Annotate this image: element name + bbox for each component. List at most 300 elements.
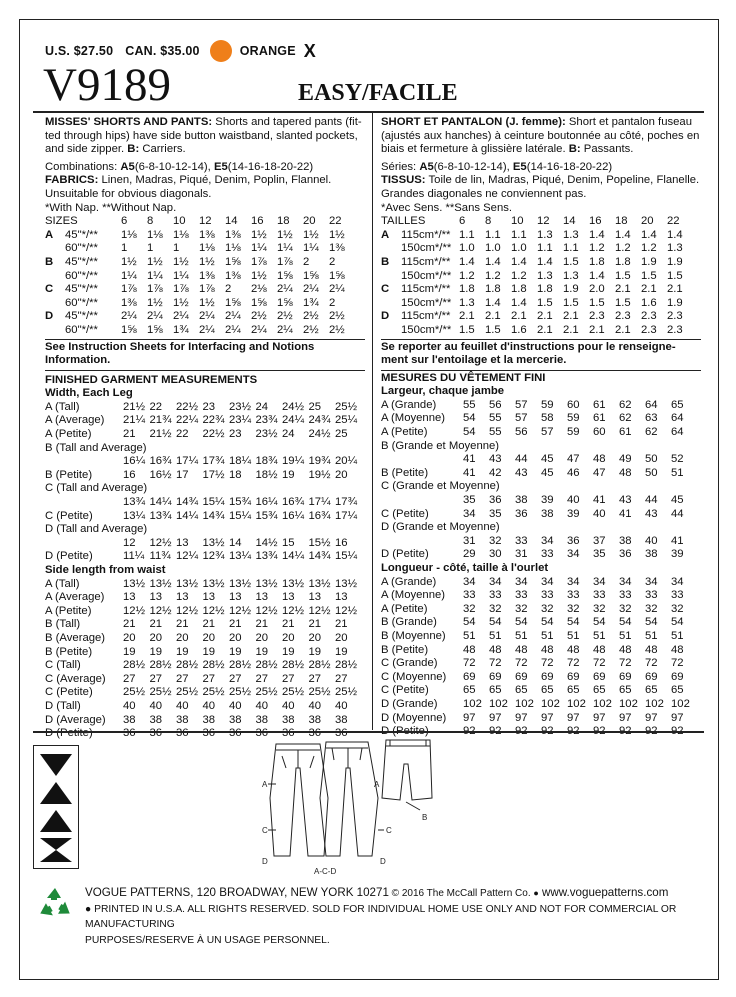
yardage-cell: 1.9	[563, 283, 579, 296]
measurement-cell: 16¾	[149, 455, 172, 468]
measurement-cell: 11¼	[123, 550, 145, 563]
measurement-cell: 102	[671, 697, 690, 710]
measurement-cell: 36	[619, 548, 632, 561]
measurement-label: A (Tall)	[45, 400, 80, 413]
measurement-cell: 54	[489, 616, 502, 629]
english-comb-e5-sizes: (14-16-18-20-22)	[227, 160, 314, 173]
measurement-cell: 14¼	[282, 550, 304, 563]
measurement-cell: 41	[593, 494, 606, 507]
measurement-cell: 48	[489, 643, 502, 656]
measurement-cell: 20	[308, 631, 322, 644]
measurement-cell: 48	[541, 643, 554, 656]
measurement-cell: 51	[567, 629, 580, 642]
yardage-cell: 1⅝	[277, 296, 293, 309]
size-header-cell: 12	[537, 215, 550, 228]
measurement-cell: 33	[489, 589, 502, 602]
measurement-cell: 38	[282, 713, 295, 726]
french-desc-l3c: Passants.	[580, 143, 634, 156]
measurement-cell: 43	[619, 494, 632, 507]
french-comb-e5-sizes: (14-16-18-20-22)	[526, 160, 613, 173]
measurement-cell: 21	[335, 618, 348, 631]
measurement-cell: 13½	[335, 577, 357, 590]
measurement-row	[45, 673, 362, 687]
measurement-cell: 55	[489, 412, 502, 425]
measurement-cell: 32	[489, 602, 502, 615]
measurement-label: B (Tall and Average)	[45, 441, 147, 454]
yardage-cell: 1⅝	[329, 269, 345, 282]
measurement-cell: 19	[335, 645, 348, 658]
measurement-cell: 13½	[176, 577, 198, 590]
measurement-cell: 97	[541, 711, 554, 724]
yardage-cell: 2	[329, 255, 336, 268]
measurement-cell: 38	[308, 713, 322, 726]
yardage-cell: 2¼	[199, 323, 215, 336]
measurement-cell: 50	[645, 466, 658, 479]
measurement-cell: 92	[593, 725, 606, 738]
measurement-cell: 102	[645, 697, 664, 710]
yardage-fabric-width: 150cm*/**	[401, 242, 452, 255]
measurement-label: D (Grande et Moyenne)	[381, 521, 500, 534]
yardage-cell: 1.5	[615, 269, 631, 282]
measurement-cell: 92	[463, 725, 476, 738]
yardage-cell: 1½	[173, 255, 189, 268]
shorts-drawing	[382, 740, 432, 800]
yardage-cell: 1	[147, 242, 154, 255]
yardage-cell: 1⅛	[147, 228, 163, 241]
english-desc-l3c: Carriers.	[139, 143, 186, 156]
measurement-cell: 15	[282, 536, 295, 549]
measurement-cell: 54	[515, 616, 528, 629]
measurement-cell: 19	[255, 645, 269, 658]
french-see-instructions	[381, 339, 701, 368]
triangle-up-icon	[40, 782, 72, 804]
french-see-instr-l1: Se reporter au feuillet d'instructions pour le renseigne-	[381, 340, 676, 353]
measurement-row	[45, 469, 362, 483]
yardage-row	[45, 242, 355, 256]
yardage-fabric-width: 115cm*/**	[401, 310, 451, 323]
english-description	[45, 116, 365, 157]
measurement-label: C (Moyenne)	[381, 670, 447, 683]
measurement-cell: 13	[308, 591, 322, 604]
measurement-cell: 102	[489, 697, 508, 710]
measurement-cell: 27	[202, 672, 216, 685]
drawing-label-c-right: C	[386, 826, 392, 835]
us-price: U.S. $27.50	[45, 44, 114, 58]
yardage-cell: 2¼	[173, 310, 189, 323]
measurement-label: A (Petite)	[381, 602, 428, 615]
measurement-cell: 36	[255, 727, 269, 740]
measurement-cell: 92	[671, 725, 684, 738]
measurement-cell: 13	[202, 591, 216, 604]
measurement-cell: 34	[567, 575, 580, 588]
measurement-cell: 13½	[149, 577, 172, 590]
yardage-cell: 1.6	[641, 296, 657, 309]
yardage-row	[45, 270, 355, 284]
measurement-cell: 32	[671, 602, 684, 615]
sizes-label: SIZES	[45, 215, 78, 228]
measurement-cell: 13½	[282, 577, 304, 590]
measurement-cell: 97	[567, 711, 580, 724]
measurement-cell: 28½	[229, 659, 251, 672]
measurement-row	[45, 523, 362, 537]
measurement-row	[381, 684, 697, 698]
measurement-cell: 51	[593, 629, 606, 642]
english-fabrics-l2: Unsuitable for obvious diagonals.	[45, 187, 212, 200]
measurement-label	[381, 494, 463, 508]
measurement-row	[381, 671, 697, 685]
yardage-view: B	[381, 255, 390, 268]
yardage-view: C	[381, 283, 390, 296]
measurement-cell: 65	[645, 684, 658, 697]
measurement-cell: 33	[515, 589, 528, 602]
measurement-cell: 57	[515, 412, 528, 425]
measurement-cell: 72	[593, 657, 606, 670]
measurement-cell: 12½	[123, 604, 145, 617]
measurement-cell: 64	[671, 426, 684, 439]
measurement-cell: 61	[593, 412, 606, 425]
yardage-cell: 1.4	[511, 255, 527, 268]
measurement-cell: 13	[176, 536, 189, 549]
measurement-cell: 33	[593, 589, 606, 602]
measurement-row	[45, 700, 362, 714]
measurement-row	[381, 712, 697, 726]
yardage-cell: 1.4	[537, 255, 553, 268]
measurement-cell: 21½	[123, 400, 145, 413]
layout-icons-box	[33, 745, 79, 869]
yardage-view: D	[45, 310, 54, 323]
measurement-cell: 40	[149, 699, 163, 712]
measurement-cell: 102	[593, 697, 612, 710]
measurement-cell: 38	[149, 713, 163, 726]
measurement-label: D (Petite)	[45, 550, 93, 563]
yardage-cell: 1⅞	[277, 255, 293, 268]
measurement-cell: 54	[463, 412, 476, 425]
yardage-cell: 1.8	[537, 283, 553, 296]
measurement-row	[45, 442, 362, 456]
measurement-cell: 41	[671, 534, 684, 547]
measurement-cell: 34	[463, 575, 476, 588]
measurement-cell: 27	[149, 672, 163, 685]
measurement-cell: 27	[335, 672, 348, 685]
measurement-cell: 23½	[255, 428, 278, 441]
measurement-cell: 21	[308, 618, 322, 631]
measurement-cell: 16¼	[123, 455, 145, 468]
measurement-label: D (Petite)	[381, 548, 429, 561]
measurement-cell: 23¼	[229, 414, 251, 427]
measurement-cell: 33	[463, 589, 476, 602]
yardage-cell: 1.2	[485, 269, 501, 282]
yardage-cell: 1⅜	[329, 242, 345, 255]
yardage-cell: 1.8	[511, 283, 527, 296]
measurement-cell: 21	[229, 618, 242, 631]
measurement-cell: 33	[541, 548, 554, 561]
measurement-row	[381, 548, 697, 562]
measurement-cell: 97	[645, 711, 658, 724]
measurement-cell: 24¼	[282, 414, 304, 427]
measurement-cell: 16¼	[255, 496, 278, 509]
measurement-cell: 13	[123, 591, 136, 604]
yardage-row	[381, 283, 693, 297]
can-price: CAN. $35.00	[125, 44, 200, 58]
measurement-cell: 36	[489, 494, 502, 507]
measurement-cell: 62	[645, 426, 658, 439]
measurement-cell: 14¾	[176, 496, 198, 509]
measurement-cell: 13	[229, 591, 242, 604]
yardage-cell: 1	[173, 242, 180, 255]
measurement-label: C (Petite)	[45, 686, 93, 699]
yardage-cell: 1.6	[511, 323, 527, 336]
yardage-cell: 2¼	[329, 283, 345, 296]
measurement-cell: 51	[515, 629, 528, 642]
measurement-cell: 69	[671, 670, 684, 683]
yardage-row	[381, 242, 693, 256]
measurement-cell: 13¾	[149, 509, 172, 522]
measurement-row	[381, 521, 697, 535]
yardage-fabric-width: 45"*/**	[65, 310, 98, 323]
measurement-label: A (Tall)	[45, 577, 80, 590]
measurement-cell: 48	[515, 643, 528, 656]
measurement-row	[45, 714, 362, 728]
yardage-cell: 1⅜	[199, 228, 215, 241]
drawing-label-a: A	[262, 780, 268, 789]
yardage-fabric-width: 150cm*/**	[401, 269, 452, 282]
yardage-cell: 1.2	[511, 269, 527, 282]
yardage-view	[381, 270, 395, 284]
yardage-cell: 1.2	[589, 242, 605, 255]
french-side-table	[381, 576, 697, 739]
yardage-cell: 2.1	[537, 323, 553, 336]
measurement-row	[381, 494, 697, 508]
measurement-row	[45, 578, 362, 592]
yardage-cell: 1.4	[589, 228, 605, 241]
french-yardage-table	[381, 215, 693, 337]
measurement-cell: 39	[541, 494, 554, 507]
drawing-label-acd: A-C-D	[314, 867, 337, 876]
measurement-label: B (Petite)	[381, 643, 429, 656]
measurement-cell: 32	[567, 602, 580, 615]
measurement-label: A (Average)	[45, 591, 105, 604]
french-description	[381, 116, 701, 157]
measurement-cell: 17¼	[176, 455, 198, 468]
measurement-cell: 31	[515, 548, 528, 561]
measurement-row	[45, 401, 362, 415]
measurement-cell: 29	[463, 548, 476, 561]
yardage-cell: 1.4	[511, 296, 527, 309]
english-yardage-table	[45, 215, 355, 337]
measurement-cell: 92	[619, 725, 632, 738]
measurement-cell: 43	[515, 466, 528, 479]
measurement-cell: 65	[567, 684, 580, 697]
measurement-row	[45, 482, 362, 496]
measurement-cell: 17¼	[308, 496, 331, 509]
header-rule	[33, 111, 704, 113]
yardage-cell: 2½	[303, 310, 319, 323]
measurement-cell: 25¼	[335, 414, 357, 427]
size-header-cell: 22	[329, 215, 342, 228]
measurement-cell: 23¾	[255, 414, 278, 427]
measurement-cell: 38	[335, 713, 348, 726]
measurement-cell: 92	[541, 725, 554, 738]
measurement-row	[381, 440, 697, 454]
measurement-cell: 25½	[282, 686, 304, 699]
measurement-label: A (Moyenne)	[381, 412, 446, 425]
measurement-cell: 13½	[202, 536, 225, 549]
measurement-cell: 38	[541, 507, 554, 520]
measurement-cell: 56	[515, 426, 528, 439]
yardage-cell: 1.4	[641, 228, 657, 241]
measurement-row	[381, 576, 697, 590]
yardage-cell: 1½	[251, 269, 267, 282]
measurement-label: B (Tall)	[45, 618, 81, 631]
yardage-cell: 1.3	[667, 242, 683, 255]
measurement-cell: 36	[202, 727, 216, 740]
yardage-cell: 1½	[121, 255, 137, 268]
measurement-cell: 20	[149, 631, 163, 644]
company-line: VOGUE PATTERNS, 120 BROADWAY, NEW YORK 10271	[85, 886, 389, 899]
measurement-cell: 51	[463, 629, 476, 642]
measurement-cell: 23½	[229, 400, 251, 413]
yardage-cell: 1.4	[589, 269, 605, 282]
yardage-cell: 1.0	[459, 242, 475, 255]
measurement-cell: 21	[255, 618, 269, 631]
yardage-cell: 1.9	[641, 255, 657, 268]
measurement-cell: 54	[463, 426, 476, 439]
yardage-cell: 1⅝	[121, 323, 137, 336]
measurement-cell: 38	[202, 713, 216, 726]
yardage-cell: 1½	[147, 296, 163, 309]
measurement-cell: 48	[619, 466, 632, 479]
measurement-label: C (Tall and Average)	[45, 482, 148, 495]
measurement-cell: 69	[515, 670, 528, 683]
measurement-cell: 12½	[229, 604, 251, 617]
measurement-cell: 64	[671, 412, 684, 425]
english-side-title: Side length from waist	[45, 564, 166, 576]
measurement-cell: 17	[176, 468, 189, 481]
measurement-cell: 37	[593, 534, 606, 547]
measurement-row	[381, 508, 697, 522]
yardage-cell: 1.8	[459, 283, 475, 296]
difficulty-label: EASY/FACILE	[298, 80, 458, 106]
measurement-cell: 92	[645, 725, 658, 738]
yardage-cell: 1⅜	[225, 228, 241, 241]
measurement-cell: 50	[645, 453, 658, 466]
measurement-row	[45, 618, 362, 632]
measurement-cell: 39	[671, 548, 684, 561]
measurement-cell: 34	[671, 575, 684, 588]
yardage-cell: 1.5	[537, 296, 553, 309]
measurement-row	[381, 480, 697, 494]
size-header-cell: 22	[667, 215, 680, 228]
measurement-row	[381, 453, 697, 467]
measurement-label: C (Grande)	[381, 657, 438, 670]
measurement-cell: 27	[229, 672, 242, 685]
measurement-cell: 19	[202, 645, 216, 658]
color-label: ORANGE	[239, 44, 296, 58]
measurement-cell: 61	[619, 426, 632, 439]
measurement-cell: 60	[567, 398, 580, 411]
yardage-row	[381, 310, 693, 324]
english-desc-l1: Shorts and tapered pants (fit-	[212, 116, 362, 128]
drawing-label-c: C	[262, 826, 268, 835]
yardage-cell: 1.5	[667, 269, 683, 282]
measurement-row	[381, 616, 697, 630]
measurement-cell: 59	[567, 412, 580, 425]
measurement-cell: 12½	[202, 604, 225, 617]
measurement-cell: 72	[645, 657, 658, 670]
yardage-cell: 2¼	[225, 310, 241, 323]
measurement-cell: 51	[645, 629, 658, 642]
yardage-fabric-width: 60"*/**	[65, 323, 98, 336]
measurement-cell: 35	[593, 548, 606, 561]
french-desc-l1: Short et pantalon fuseau	[565, 116, 692, 128]
measurement-label: D (Moyenne)	[381, 711, 447, 724]
yardage-row	[381, 324, 693, 338]
measurement-cell: 72	[541, 657, 554, 670]
size-header-cell: 16	[251, 215, 264, 228]
yardage-cell: 2.3	[641, 323, 657, 336]
measurement-row	[381, 603, 697, 617]
measurement-cell: 51	[489, 629, 502, 642]
measurement-row	[381, 535, 697, 549]
measurement-cell: 16¼	[282, 509, 304, 522]
size-header-cell: 20	[641, 215, 654, 228]
french-comb-label: Séries:	[381, 160, 420, 173]
yardage-cell: 1.9	[667, 255, 683, 268]
measurement-cell: 102	[567, 697, 586, 710]
measurement-cell: 54	[619, 616, 632, 629]
french-width-table	[381, 399, 697, 562]
measurement-cell: 25½	[149, 686, 172, 699]
measurement-cell: 31	[463, 534, 476, 547]
yardage-cell: 1.0	[511, 242, 527, 255]
measurement-label: C (Tall)	[45, 659, 81, 672]
yardage-fabric-width: 60"*/**	[65, 242, 98, 255]
measurement-cell: 13½	[308, 577, 331, 590]
yardage-cell: 1⅛	[199, 242, 215, 255]
yardage-cell: 2.1	[459, 310, 475, 323]
pattern-number: V9189	[43, 59, 171, 111]
measurement-cell: 102	[463, 697, 482, 710]
measurement-cell: 25½	[308, 686, 331, 699]
measurement-cell: 33	[645, 589, 658, 602]
yardage-cell: 1.3	[537, 269, 553, 282]
yardage-cell: 1.5	[589, 296, 605, 309]
yardage-cell: 2.1	[615, 323, 631, 336]
measurement-cell: 36	[308, 727, 322, 740]
measurement-cell: 17¾	[202, 455, 225, 468]
size-header-cell: 10	[173, 215, 186, 228]
yardage-cell: 1½	[329, 228, 345, 241]
measurement-cell: 55	[463, 398, 476, 411]
measurement-cell: 30	[489, 548, 502, 561]
measurement-cell: 14¼	[176, 509, 198, 522]
measurement-label: A (Petite)	[381, 426, 428, 439]
yardage-cell: 2½	[251, 310, 267, 323]
size-header-cell: 8	[147, 215, 154, 228]
measurement-cell: 33	[619, 589, 632, 602]
measurement-cell: 33	[541, 589, 554, 602]
yardage-cell: 1¼	[251, 242, 267, 255]
measurement-cell: 47	[593, 466, 606, 479]
measurement-cell: 34	[463, 507, 476, 520]
measurement-row	[45, 537, 362, 551]
measurement-cell: 12½	[255, 604, 278, 617]
measurement-cell: 28½	[149, 659, 172, 672]
yardage-cell: 2½	[329, 310, 345, 323]
measurement-cell: 64	[645, 398, 658, 411]
yardage-cell: 1⅜	[225, 269, 241, 282]
measurement-cell: 17¼	[335, 509, 357, 522]
